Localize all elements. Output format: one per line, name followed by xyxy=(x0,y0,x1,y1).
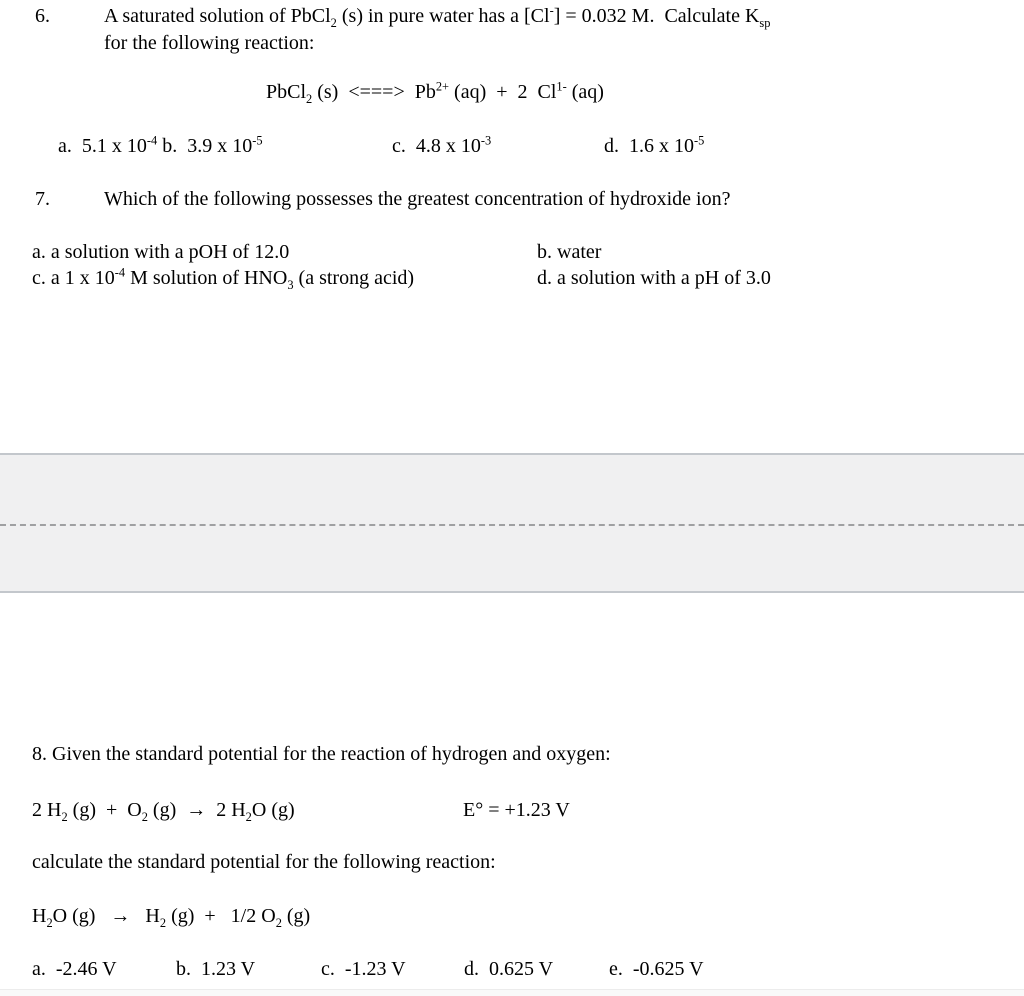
question-8-option-d: d. 0.625 V xyxy=(464,958,554,980)
question-6-equation: PbCl$_2$ (s) <===> $Pb^{2+}$ (aq) + 2 $Cl^{1-}$ (aq) xyxy=(266,79,604,106)
page-break-dashed-line xyxy=(0,524,1024,526)
question-7-prompt: Which of the following possesses the greatest concentration of hydroxide ion? xyxy=(104,188,731,210)
question-8-equation-2: $H_2O$ $(g) \to H_2$ (g) + 1/2 $O_2$ (g) xyxy=(32,905,311,930)
question-7-option-d: d. a solution with a pH of 3.0 xyxy=(537,267,771,289)
question-6-prompt-line2: for the following reaction: xyxy=(104,32,315,54)
question-6-option-d: d. 1.6 x $10^{-5}$ xyxy=(604,133,705,157)
page-break-band xyxy=(0,453,1024,593)
question-6-option-a-b: a. 5.1 x $10^{-4}$ b. 3.9 x $10^{-5}$ xyxy=(58,133,263,157)
question-7-number: 7. xyxy=(35,188,50,210)
question-8-standard-potential: E° = +1.23 V xyxy=(463,799,570,821)
next-page-break-edge xyxy=(0,989,1024,996)
question-8-option-e: e. -0.625 V xyxy=(609,958,704,980)
question-7-option-c: c. a 1 x $10^{-4}$ M solution of $HNO_3$ (a strong acid) xyxy=(32,265,415,292)
question-8-prompt-2: calculate the standard potential for the following reaction: xyxy=(32,851,496,873)
question-8-option-b: b. 1.23 V xyxy=(176,958,256,980)
question-8-prompt: 8. Given the standard potential for the reaction of hydrogen and oxygen: xyxy=(32,743,611,765)
question-6-prompt-line1: A saturated solution of PbCl$_2$ (s) in pure water has a [Cl-] = 0.032 M. Calculate $K_{sp}$ xyxy=(104,3,771,30)
question-6-option-c: c. 4.8 x $10^{-3}$ xyxy=(392,133,492,157)
question-8-equation-1: 2 $H_2$ $(g) + O_2$ (g) → 2 $H_2O$ (g) xyxy=(32,799,295,824)
question-7-option-b: b. water xyxy=(537,241,602,263)
question-6-number: 6. xyxy=(35,5,50,27)
question-7-option-a: a. a solution with a pOH of 12.0 xyxy=(32,241,290,263)
question-8-option-a: a. -2.46 V xyxy=(32,958,117,980)
question-8-option-c: c. -1.23 V xyxy=(321,958,406,980)
